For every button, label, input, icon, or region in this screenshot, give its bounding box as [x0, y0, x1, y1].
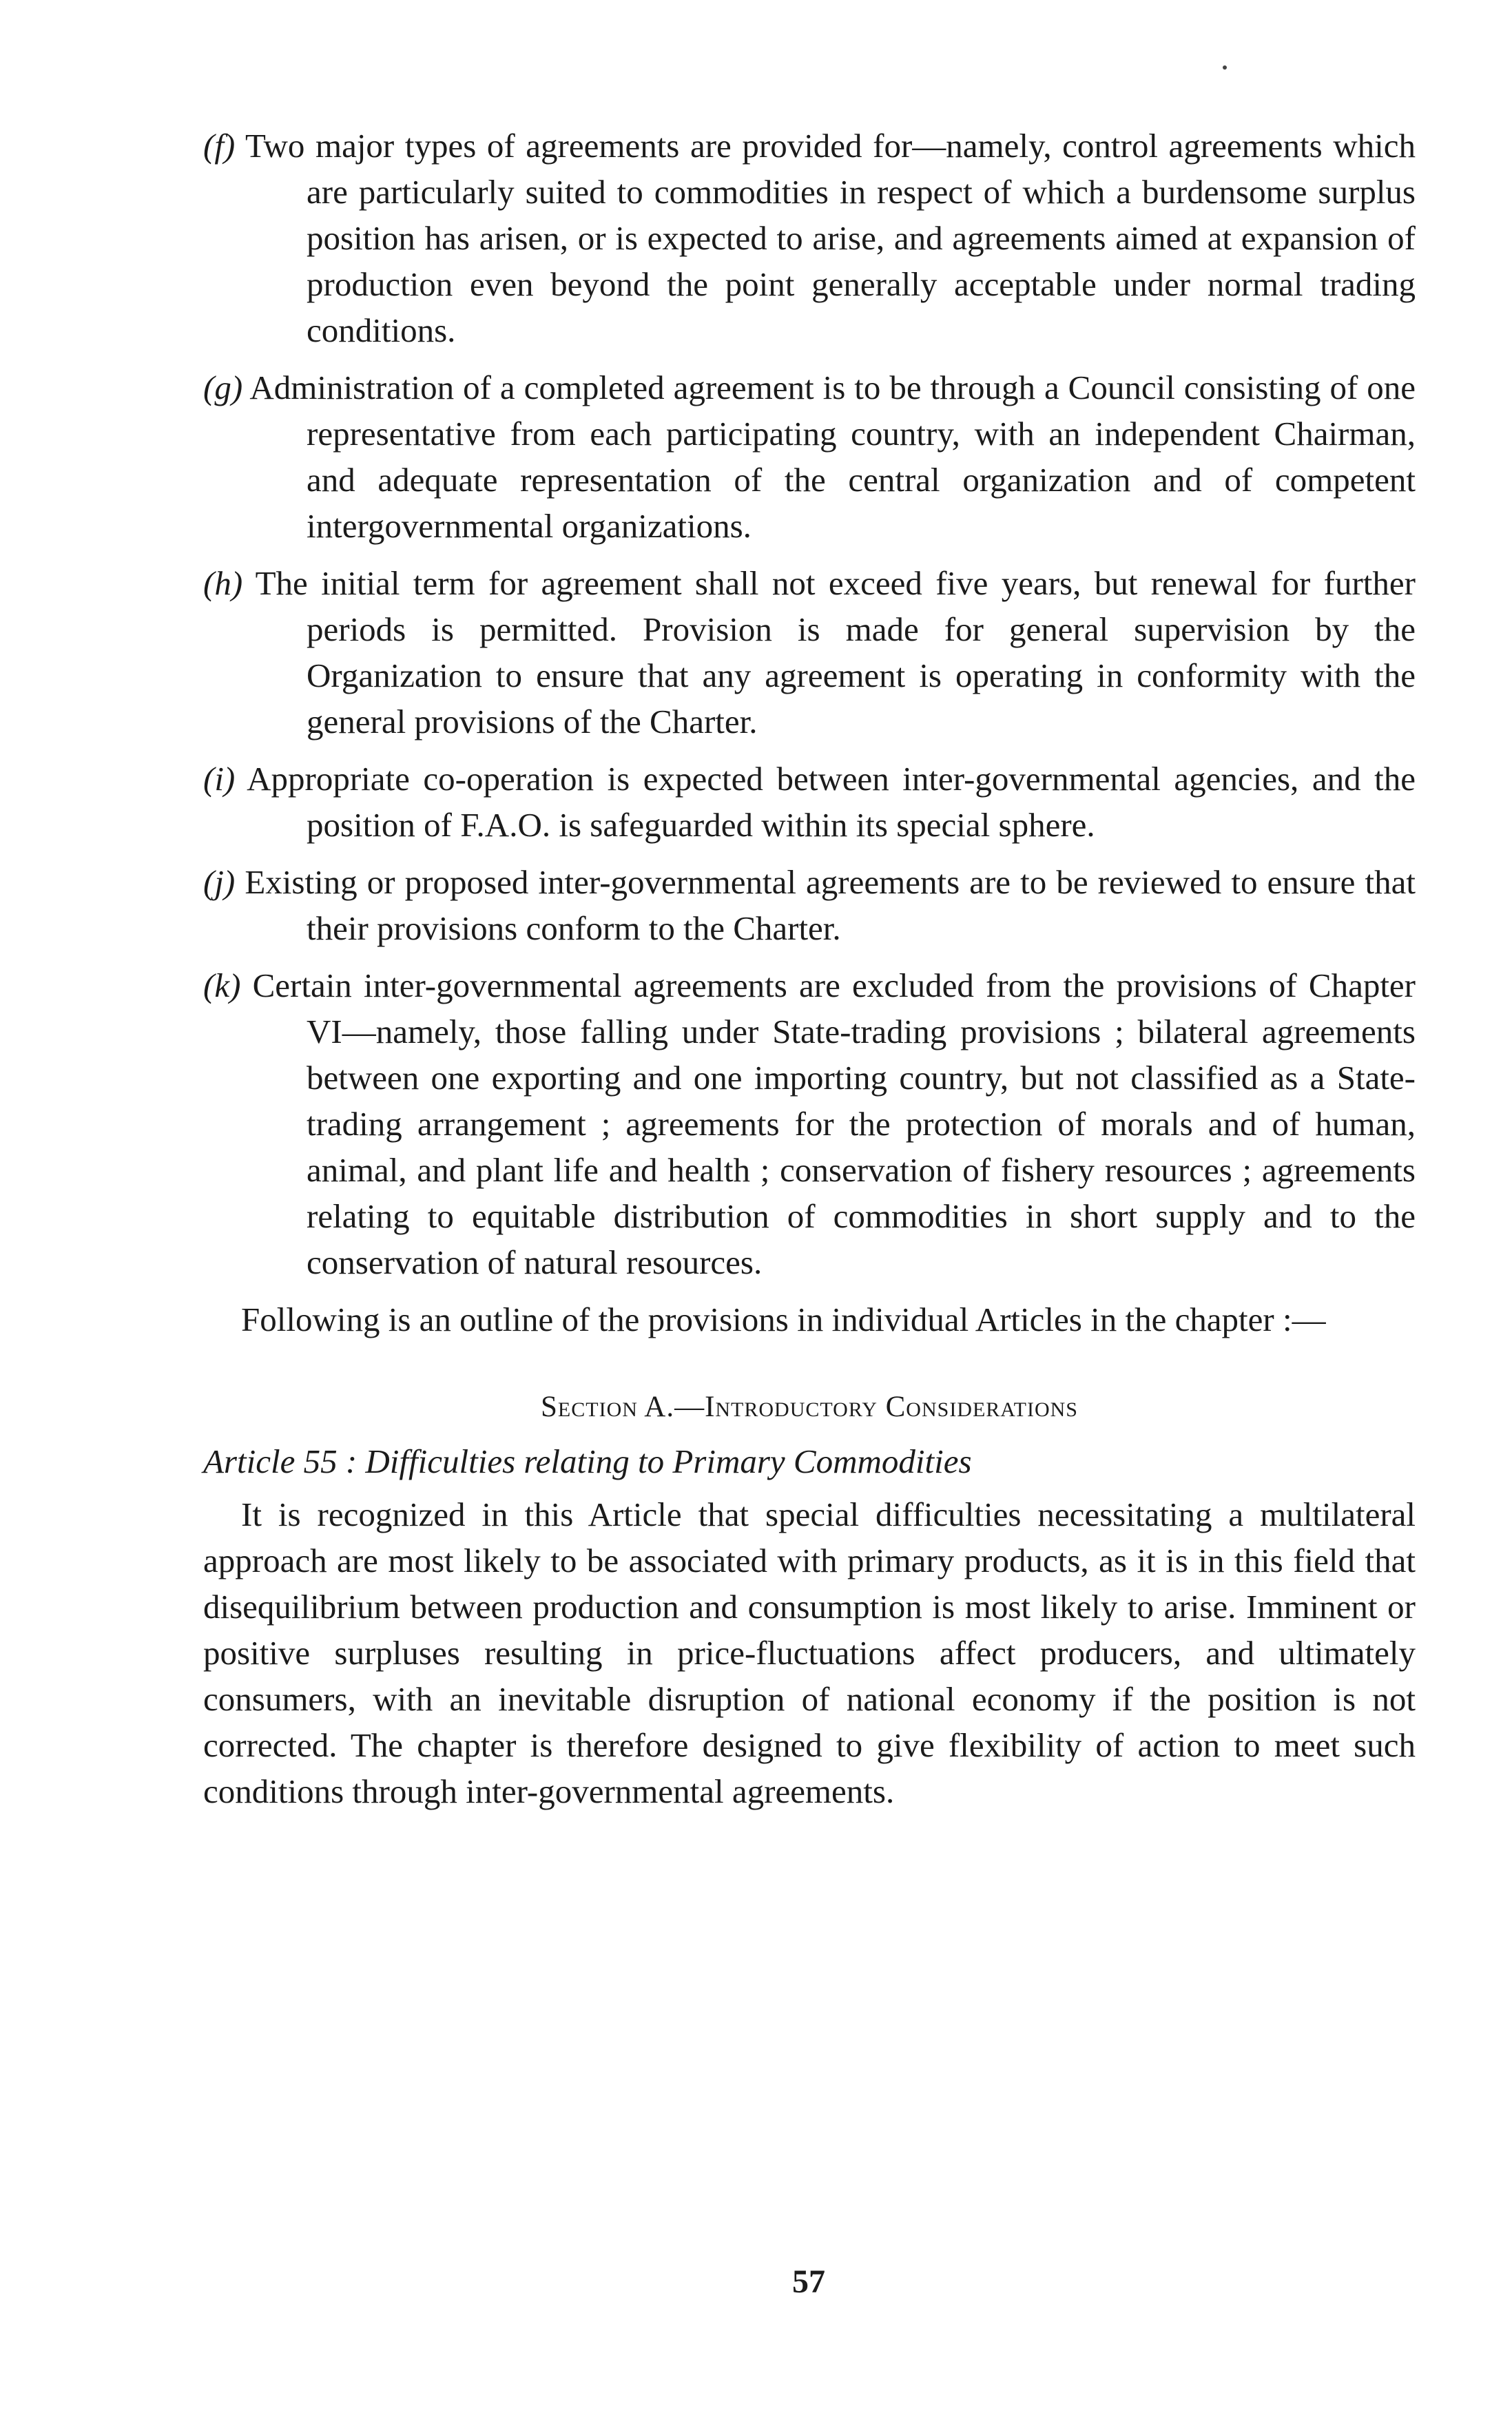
- list-item-i: [152, 756, 1416, 848]
- list-item-j: [152, 859, 1416, 951]
- list-item-text: Certain inter-governmental agreements are excluded from the provisions of Chapter VI—namely, those falling under State-trading provisions ; bilateral agreements between one exporting and one importing country, but not classified as a State-trading arrangement ; agreements for the protection of morals and of human, animal, and plant life and health ; conservation of fishery resources ; agreements relating to equitable distribution of commodities in short supply and to the conservation of natural resources.: [252, 966, 1416, 1281]
- list-item-g: [152, 364, 1416, 549]
- list-item-label: (g): [203, 369, 243, 406]
- list-item-text: Two major types of agreements are provided for—namely, control agreements which are particularly suited to commodities in respect of which a burdensome surplus position has arisen, or is expected to arise, and agreements aimed at expansion of production even beyond the point generally acceptable under normal trading conditions.: [245, 127, 1416, 349]
- list-item-label: (f): [203, 127, 236, 165]
- list-item-k: [152, 962, 1416, 1285]
- article-heading: Article 55 : Difficulties relating to Primary Commodities: [203, 1442, 972, 1480]
- page-speck: [1223, 65, 1227, 70]
- section-heading: Section A.—Introductory Considerations: [541, 1391, 1078, 1423]
- list-item-label: (j): [203, 863, 236, 901]
- list-item-text: Existing or proposed inter-governmental agreements are to be reviewed to ensure that their provisions conform to the Charter.: [245, 863, 1416, 947]
- list-item-h: [152, 560, 1416, 745]
- page-content: [203, 123, 1416, 1824]
- list-item-label: (i): [203, 760, 236, 798]
- list-item-label: (k): [203, 966, 241, 1004]
- list-item-text: Administration of a completed agreement is to be through a Council consisting of one representative from each participating country, with an independent Chairman, and adequate representation of the central organization and of competent intergovernmental organizations.: [249, 369, 1416, 545]
- outline-intro: Following is an outline of the provisions in individual Articles in the chapter :—: [241, 1301, 1326, 1338]
- article-body: It is recognized in this Article that special difficulties necessitating a multilateral approach are most likely to be associated with primary products, as it is in this field that disequilibrium between production and consumption is most likely to arise. Imminent or positive surpluses resulting in price-fluctuations affect producers, and ultimately consumers, with an inevitable disruption of national economy if the position is not corrected. The chapter is therefore designed to give flexibility of action to meet such conditions through inter-governmental agreements.: [203, 1495, 1416, 1810]
- list-item-f: [152, 123, 1416, 353]
- list-item-text: Appropriate co-operation is expected between inter-governmental agencies, and the position of F.A.O. is safeguarded within its special sphere.: [247, 760, 1416, 844]
- list-item-label: (h): [203, 564, 243, 602]
- page-number: 57: [792, 2263, 825, 2300]
- list-item-text: The initial term for agreement shall not exceed five years, but renewal for further periods is permitted. Provision is made for general supervision by the Organization to ensure that any agreement is operating in conformity with the general provisions of the Charter.: [255, 564, 1416, 740]
